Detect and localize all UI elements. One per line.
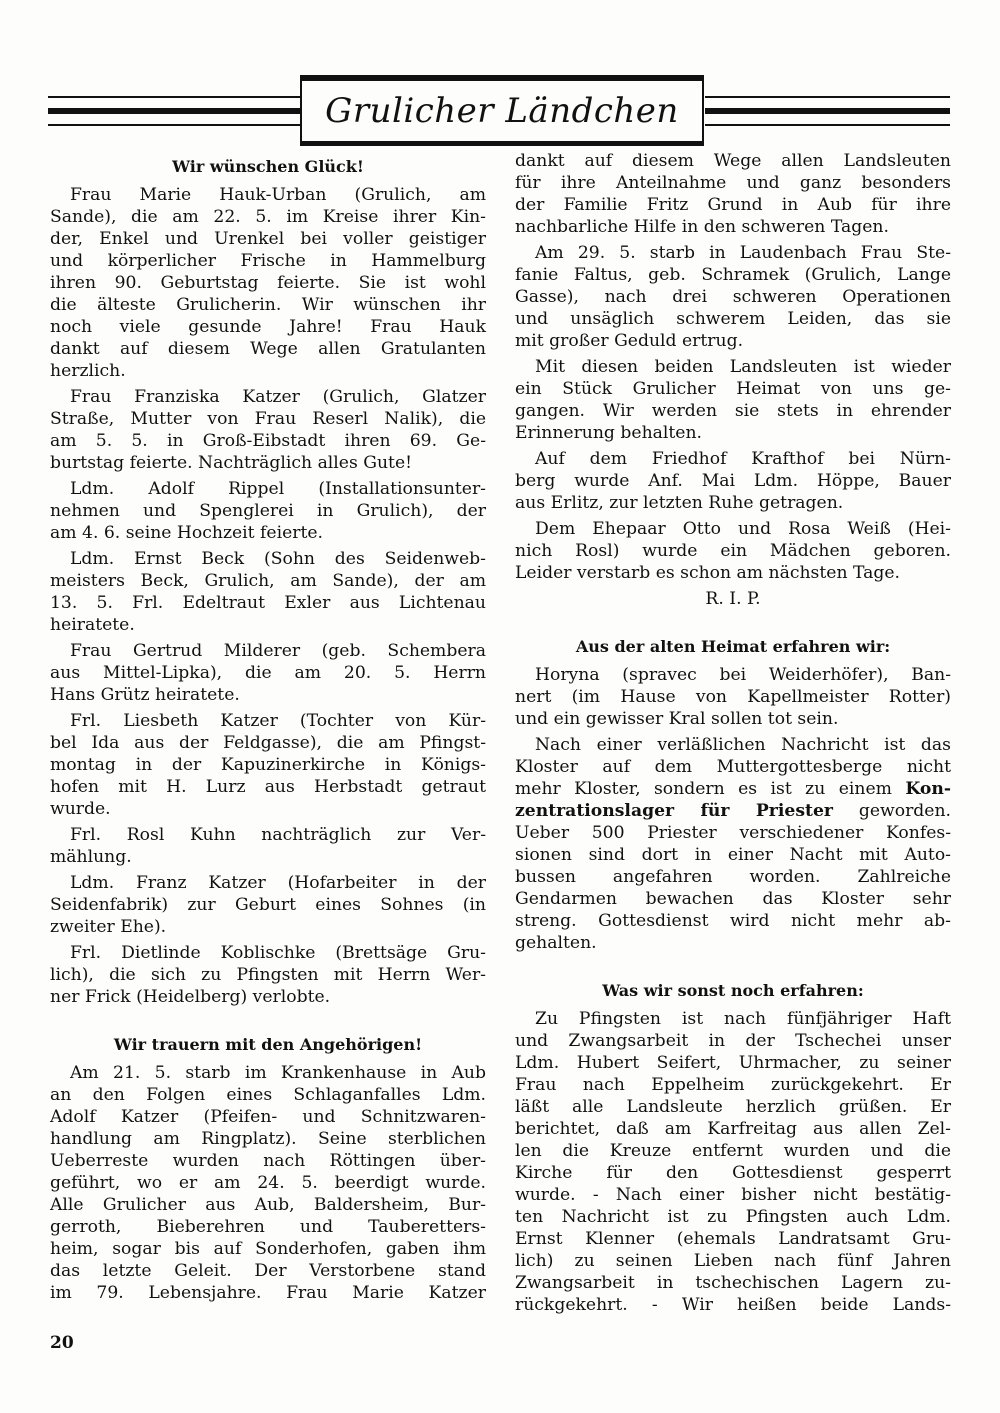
paragraph <box>515 518 951 584</box>
paragraph <box>515 150 951 238</box>
text-line: noch viele gesunde Jahre! Frau Hauk <box>50 317 486 337</box>
text-line: Frau Marie Hauk-Urban (Grulich, am <box>70 185 486 205</box>
header-rule-left <box>48 96 300 130</box>
text-line: Ernst Klenner (ehemals Landratsamt Gru- <box>515 1229 951 1249</box>
text-line: nachbarliche Hilfe in den schweren Tagen. <box>515 217 889 237</box>
text-line: herzlich. <box>50 361 126 381</box>
text-line: Ueber 500 Priester verschiedener Konfes- <box>515 823 951 843</box>
text-line: mit großer Geduld ertrug. <box>515 331 744 351</box>
text-line: Ldm. Hubert Seifert, Uhrmacher, zu seiner <box>515 1053 951 1073</box>
text-line: Erinnerung behalten. <box>515 423 702 443</box>
section-heading: Wir wünschen Glück! <box>172 157 364 176</box>
text-line: Gendarmen bewachen das Kloster sehr <box>515 889 951 909</box>
right-column <box>515 150 951 1320</box>
section-title-box <box>300 75 704 146</box>
text-line: Frau Franziska Katzer (Grulich, Glatzer <box>70 387 486 407</box>
text-line: aus Mittel-Lipka), die am 20. 5. Herrn <box>50 663 486 683</box>
text-line: burtstag feierte. Nachträglich alles Gute! <box>50 453 413 473</box>
text-line: ner Frick (Heidelberg) verlobte. <box>50 987 331 1007</box>
text-line: lich) zu seinen Lieben nach fünf Jahren <box>515 1251 951 1271</box>
text-line: Frau nach Eppelheim zurückgekehrt. Er <box>515 1075 951 1095</box>
paragraph <box>515 664 951 730</box>
text-line: und Zwangsarbeit in der Tschechei unser <box>515 1031 951 1051</box>
text-line: Zwangsarbeit in tschechischen Lagern zu- <box>515 1273 951 1293</box>
text-line: fanie Faltus, geb. Schramek (Grulich, Lange <box>515 265 951 285</box>
header-rule-right <box>705 96 950 130</box>
text-line: und unsäglich schwerem Leiden, das sie <box>515 309 951 329</box>
text-line: Seidenfabrik) zur Geburt eines Sohnes (in <box>50 895 486 915</box>
text-line: Hans Grütz heiratete. <box>50 685 240 705</box>
text-line: nehmen und Spenglerei in Grulich), der <box>50 501 486 521</box>
text-line: montag in der Kapuzinerkirche in Königs- <box>50 755 486 775</box>
text-line: Sande), die am 22. 5. im Kreise ihrer Kin- <box>50 207 486 227</box>
text-line: die älteste Grulicherin. Wir wünschen ihr <box>50 295 486 315</box>
text-line: Ldm. Franz Katzer (Hofarbeiter in der <box>70 873 486 893</box>
section-heading: Was wir sonst noch erfahren: <box>602 981 864 1000</box>
text-line: läßt alle Landsleute herzlich grüßen. Er <box>515 1097 951 1117</box>
text-line: Kloster auf dem Muttergottesberge nicht <box>515 757 951 777</box>
text-line: Zu Pfingsten ist nach fünfjähriger Haft <box>535 1009 951 1029</box>
text-line: streng. Gottesdienst wird nicht mehr ab- <box>515 911 951 931</box>
paragraph <box>515 734 951 954</box>
paragraph <box>515 242 951 352</box>
paragraph <box>50 548 486 636</box>
paragraph <box>50 478 486 544</box>
text-line: geführt, wo er am 24. 5. beerdigt wurde. <box>50 1173 486 1193</box>
text-line: ein Stück Grulicher Heimat von uns ge- <box>515 379 951 399</box>
text-line: heiratete. <box>50 615 135 635</box>
paragraph <box>50 710 486 820</box>
text-line: Leider verstarb es schon am nächsten Tage. <box>515 563 901 583</box>
text-line: mählung. <box>50 847 132 867</box>
text-line: lich), die sich zu Pfingsten mit Herrn Wer- <box>50 965 486 985</box>
text-line: mehr Kloster, sondern es ist zu einem Kon- <box>515 779 951 799</box>
section-title: Grulicher Ländchen <box>325 91 679 131</box>
text-line: im 79. Lebensjahre. Frau Marie Katzer <box>50 1283 486 1303</box>
text-line: Straße, Mutter von Frau Reserl Nalik), die <box>50 409 486 429</box>
paragraph <box>50 824 486 868</box>
text-line: len die Kreuze entfernt wurden und die <box>515 1141 951 1161</box>
text-line: dankt auf diesem Wege allen Gratulanten <box>50 339 486 359</box>
paragraph <box>50 942 486 1008</box>
text-line: das letzte Geleit. Der Verstorbene stand <box>50 1261 486 1281</box>
text-line: Ldm. Ernst Beck (Sohn des Seidenweb- <box>70 549 486 569</box>
text-line: hofen mit H. Lurz aus Herbstadt getraut <box>50 777 486 797</box>
text-line: Frau Gertrud Milderer (geb. Schembera <box>70 641 486 661</box>
text-line: am 4. 6. seine Hochzeit feierte. <box>50 523 324 543</box>
text-line: zweiter Ehe). <box>50 917 167 937</box>
paragraph <box>50 1062 486 1304</box>
text-line: sionen sind dort in einer Nacht mit Auto- <box>515 845 951 865</box>
paragraph <box>50 386 486 474</box>
text-line: Frl. Liesbeth Katzer (Tochter von Kür- <box>70 711 486 731</box>
left-column <box>50 150 486 1308</box>
text-line: nert (im Hause von Kapellmeister Rotter) <box>515 687 951 707</box>
text-line: berg wurde Anf. Mai Ldm. Höppe, Bauer <box>515 471 951 491</box>
text-line: meisters Beck, Grulich, am Sande), der am <box>50 571 486 591</box>
text-line: Ldm. Adolf Rippel (Installationsunter- <box>70 479 486 499</box>
text-line: berichtet, daß am Karfreitag aus allen Zel- <box>515 1119 951 1139</box>
text-line: Am 21. 5. starb im Krankenhause in Aub <box>70 1063 486 1083</box>
text-line: Am 29. 5. starb in Laudenbach Frau Ste- <box>535 243 951 263</box>
paragraph <box>515 448 951 514</box>
text-line: der Familie Fritz Grund in Aub für ihre <box>515 195 951 215</box>
text-line: Gasse), nach drei schweren Operationen <box>515 287 951 307</box>
text-line: und ein gewisser Kral sollen tot sein. <box>515 709 839 729</box>
text-line: Ueberreste wurden nach Röttingen über- <box>50 1151 486 1171</box>
text-line: zentrationslager für Priester geworden. <box>515 801 951 821</box>
text-line: bussen angefahren worden. Zahlreiche <box>515 867 951 887</box>
text-line: aus Erlitz, zur letzten Ruhe getragen. <box>515 493 844 513</box>
text-line: gangen. Wir werden sie stets in ehrender <box>515 401 951 421</box>
text-line: an den Folgen eines Schlaganfalles Ldm. <box>50 1085 486 1105</box>
text-line: Nach einer verläßlichen Nachricht ist das <box>535 735 951 755</box>
text-line: am 5. 5. in Groß-Eibstadt ihren 69. Ge- <box>50 431 486 451</box>
text-line: der, Enkel und Urenkel bei voller geistiger <box>50 229 486 249</box>
text-line: Mit diesen beiden Landsleuten ist wieder <box>535 357 951 377</box>
text-line: wurde. - Nach einer bisher nicht bestätig- <box>515 1185 951 1205</box>
section-heading: Aus der alten Heimat erfahren wir: <box>575 637 891 656</box>
text-line: gehalten. <box>515 933 597 953</box>
text-line: wurde. <box>50 799 111 819</box>
text-line: ihren 90. Geburtstag feierte. Sie ist wohl <box>50 273 486 293</box>
page-number: 20 <box>50 1333 74 1353</box>
text-line: nich Rosl) wurde ein Mädchen geboren. <box>515 541 951 561</box>
text-line: gerroth, Bieberehren und Tauberetters- <box>50 1217 486 1237</box>
text-line: 13. 5. Frl. Edeltraut Exler aus Lichtenau <box>50 593 486 613</box>
text-line: und körperlicher Frische in Hammelburg <box>50 251 486 271</box>
text-line: dankt auf diesem Wege allen Landsleuten <box>515 151 951 171</box>
text-line: heim, sogar bis auf Sonderhofen, gaben ihm <box>50 1239 486 1259</box>
paragraph <box>50 872 486 938</box>
paragraph <box>515 356 951 444</box>
paragraph <box>50 640 486 706</box>
paragraph <box>515 1008 951 1316</box>
text-line: Dem Ehepaar Otto und Rosa Weiß (Hei- <box>535 519 951 539</box>
text-line: Horyna (spravec bei Weiderhöfer), Ban- <box>535 665 951 685</box>
paragraph <box>50 184 486 382</box>
text-line: Kirche für den Gottesdienst gesperrt <box>515 1163 951 1183</box>
text-line: Frl. Rosl Kuhn nachträglich zur Ver- <box>70 825 486 845</box>
text-line: ten Nachricht ist zu Pfingsten auch Ldm. <box>515 1207 951 1227</box>
text-line: Alle Grulicher aus Aub, Baldersheim, Bur- <box>50 1195 486 1215</box>
closing-text: R. I. P. <box>705 589 761 609</box>
text-line: Auf dem Friedhof Krafthof bei Nürn- <box>535 449 951 469</box>
section-heading: Wir trauern mit den Angehörigen! <box>113 1035 423 1054</box>
text-line: handlung am Ringplatz). Seine sterblichen <box>50 1129 486 1149</box>
text-line: rückgekehrt. - Wir heißen beide Lands- <box>515 1295 951 1315</box>
text-line: Adolf Katzer (Pfeifen- und Schnitzwaren- <box>50 1107 486 1127</box>
text-line: Frl. Dietlinde Koblischke (Brettsäge Gru- <box>70 943 486 963</box>
text-line: bel Ida aus der Feldgasse), die am Pfingst- <box>50 733 486 753</box>
text-line: für ihre Anteilnahme und ganz besonders <box>515 173 951 193</box>
